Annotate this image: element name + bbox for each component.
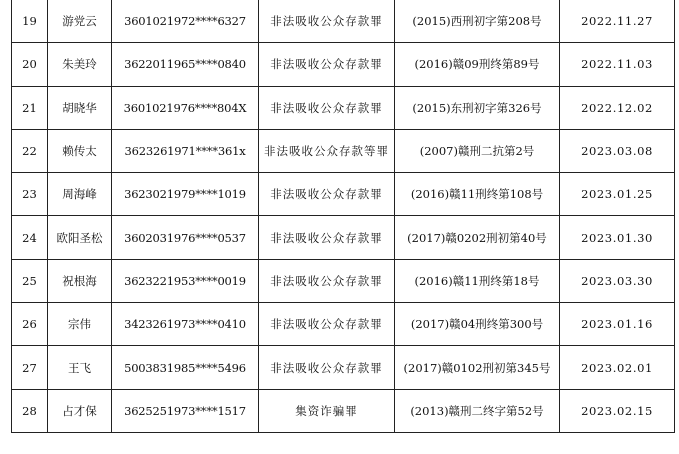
id-number: 3602031976****0537: [112, 216, 259, 259]
table-row: [12, 86, 675, 129]
date: 2023.01.16: [560, 303, 675, 346]
row-number: 21: [12, 86, 48, 129]
person-name: 周海峰: [48, 173, 112, 216]
table-row: [12, 389, 675, 432]
table-body: [12, 0, 675, 432]
person-name: 赖传太: [48, 129, 112, 172]
person-name: 王飞: [48, 346, 112, 389]
date: 2023.02.15: [560, 389, 675, 432]
table-row: [12, 216, 675, 259]
case-number: (2015)西刑初字第208号: [395, 0, 560, 43]
table-row: [12, 303, 675, 346]
row-number: 23: [12, 173, 48, 216]
crime-charge: 非法吸收公众存款罪: [259, 346, 395, 389]
id-number: 3623261971****361x: [112, 129, 259, 172]
person-name: 占才保: [48, 389, 112, 432]
defendants-table: [11, 0, 675, 433]
person-name: 祝根海: [48, 259, 112, 302]
person-name: 朱美玲: [48, 43, 112, 86]
case-number: (2016)赣09刑终第89号: [395, 43, 560, 86]
date: 2022.11.27: [560, 0, 675, 43]
table-row: [12, 0, 675, 43]
person-name: 胡晓华: [48, 86, 112, 129]
date: 2022.12.02: [560, 86, 675, 129]
crime-charge: 非法吸收公众存款等罪: [259, 129, 395, 172]
crime-charge: 非法吸收公众存款罪: [259, 86, 395, 129]
id-number: 3601021976****804X: [112, 86, 259, 129]
table-row: [12, 346, 675, 389]
case-number: (2017)赣0202刑初第40号: [395, 216, 560, 259]
person-name: 宗伟: [48, 303, 112, 346]
table-row: [12, 173, 675, 216]
case-number: (2007)赣刑二抗第2号: [395, 129, 560, 172]
row-number: 28: [12, 389, 48, 432]
row-number: 24: [12, 216, 48, 259]
date: 2023.03.30: [560, 259, 675, 302]
id-number: 5003831985****5496: [112, 346, 259, 389]
row-number: 27: [12, 346, 48, 389]
crime-charge: 非法吸收公众存款罪: [259, 0, 395, 43]
date: 2023.03.08: [560, 129, 675, 172]
id-number: 3622011965****0840: [112, 43, 259, 86]
date: 2023.02.01: [560, 346, 675, 389]
crime-charge: 非法吸收公众存款罪: [259, 259, 395, 302]
crime-charge: 非法吸收公众存款罪: [259, 173, 395, 216]
id-number: 3623221953****0019: [112, 259, 259, 302]
row-number: 25: [12, 259, 48, 302]
person-name: 欧阳圣松: [48, 216, 112, 259]
table-row: [12, 259, 675, 302]
case-number: (2013)赣刑二终字第52号: [395, 389, 560, 432]
row-number: 19: [12, 0, 48, 43]
crime-charge: 非法吸收公众存款罪: [259, 216, 395, 259]
id-number: 3601021972****6327: [112, 0, 259, 43]
row-number: 26: [12, 303, 48, 346]
table-row: [12, 129, 675, 172]
case-number: (2017)赣0102刑初第345号: [395, 346, 560, 389]
row-number: 22: [12, 129, 48, 172]
crime-charge: 非法吸收公众存款罪: [259, 303, 395, 346]
case-number: (2016)赣11刑终第18号: [395, 259, 560, 302]
date: 2023.01.30: [560, 216, 675, 259]
id-number: 3623021979****1019: [112, 173, 259, 216]
crime-charge: 集资诈骗罪: [259, 389, 395, 432]
id-number: 3423261973****0410: [112, 303, 259, 346]
row-number: 20: [12, 43, 48, 86]
case-number: (2017)赣04刑终第300号: [395, 303, 560, 346]
table-row: [12, 43, 675, 86]
person-name: 游党云: [48, 0, 112, 43]
date: 2022.11.03: [560, 43, 675, 86]
crime-charge: 非法吸收公众存款罪: [259, 43, 395, 86]
case-number: (2016)赣11刑终第108号: [395, 173, 560, 216]
case-number: (2015)东刑初字第326号: [395, 86, 560, 129]
id-number: 3625251973****1517: [112, 389, 259, 432]
date: 2023.01.25: [560, 173, 675, 216]
